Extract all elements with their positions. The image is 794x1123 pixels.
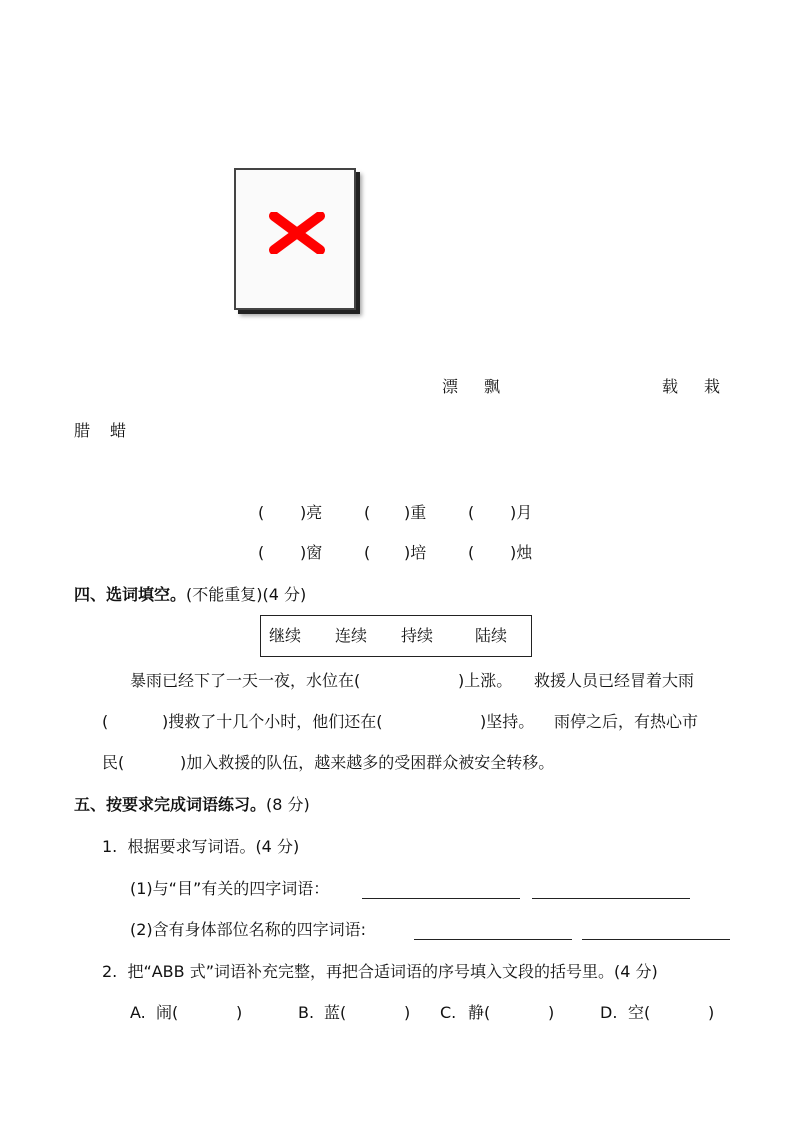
- section-4-title: 四、选词填空。: [74, 585, 187, 604]
- answer-line[interactable]: [582, 939, 730, 940]
- word-option: 继续: [269, 626, 302, 645]
- passage-text: )坚持。: [480, 712, 535, 731]
- paren-open: (: [258, 503, 265, 522]
- passage-text: )上涨。: [458, 671, 513, 690]
- section-5-title: 五、按要求完成词语练习。: [74, 795, 267, 814]
- passage-text: 民(: [102, 753, 125, 772]
- char-piao-2: 飘: [484, 377, 501, 396]
- option-close: ): [548, 1003, 555, 1022]
- fill-item: )烛: [510, 543, 533, 562]
- answer-line[interactable]: [362, 898, 520, 899]
- sub-question-2: (2)含有身体部位名称的四字词语:: [130, 920, 367, 939]
- answer-line[interactable]: [414, 939, 572, 940]
- passage-text: 雨停之后，有热心市: [554, 712, 699, 731]
- section-5-heading: [74, 795, 310, 815]
- fill-item: )月: [510, 503, 533, 522]
- option-close: ): [404, 1003, 411, 1022]
- broken-image-placeholder: [234, 168, 356, 310]
- passage-text: )加入救援的队伍，越来越多的受困群众被安全转移。: [180, 753, 555, 772]
- fill-item: )培: [404, 543, 427, 562]
- question-number: 2.: [102, 962, 118, 981]
- char-zai-2: 栽: [704, 377, 721, 396]
- fill-item: )亮: [300, 503, 323, 522]
- word-option: 持续: [401, 626, 434, 645]
- question-1: [102, 837, 299, 857]
- fill-item: )重: [404, 503, 427, 522]
- char-la-1: 腊: [74, 421, 91, 440]
- paren-open: (: [258, 543, 265, 562]
- sub-question-1: (1)与“目”有关的四字词语：: [130, 879, 330, 898]
- word-choice-box: [260, 615, 532, 657]
- passage-text: (: [102, 712, 109, 731]
- answer-line[interactable]: [532, 898, 690, 899]
- passage-text: 暴雨已经下了一天一夜，水位在(: [130, 671, 361, 690]
- passage-text: )搜救了十几个小时，他们还在(: [162, 712, 383, 731]
- question-2: [102, 962, 658, 982]
- section-4-note: (不能重复)(4 分): [186, 585, 307, 604]
- char-piao-1: 漂: [442, 377, 459, 396]
- option-close: ): [708, 1003, 715, 1022]
- option-char: 蓝(: [324, 1003, 347, 1022]
- char-la-2: 蜡: [110, 421, 127, 440]
- option-label: A.: [130, 1003, 146, 1022]
- option-label: B.: [298, 1003, 315, 1022]
- option-char: 空(: [628, 1003, 651, 1022]
- passage-text: 救援人员已经冒着大雨: [534, 671, 695, 690]
- question-number: 1.: [102, 837, 118, 856]
- paren-open: (: [364, 543, 371, 562]
- section-4-heading: [74, 585, 306, 605]
- word-option: 陆续: [475, 626, 508, 645]
- section-5-score: (8 分): [266, 795, 310, 814]
- option-close: ): [236, 1003, 243, 1022]
- question-text: 根据要求写词语。(4 分): [127, 837, 300, 856]
- option-label: C.: [440, 1003, 457, 1022]
- paren-open: (: [468, 543, 475, 562]
- red-x-icon: [268, 212, 326, 254]
- fill-item: )窗: [300, 543, 323, 562]
- option-label: D.: [600, 1003, 618, 1022]
- char-zai-1: 载: [662, 377, 679, 396]
- question-text: 把“ABB 式”词语补充完整，再把合适词语的序号填入文段的括号里。(4 分): [127, 962, 658, 981]
- option-char: 静(: [468, 1003, 491, 1022]
- option-char: 闹(: [156, 1003, 179, 1022]
- word-option: 连续: [335, 626, 368, 645]
- paren-open: (: [364, 503, 371, 522]
- paren-open: (: [468, 503, 475, 522]
